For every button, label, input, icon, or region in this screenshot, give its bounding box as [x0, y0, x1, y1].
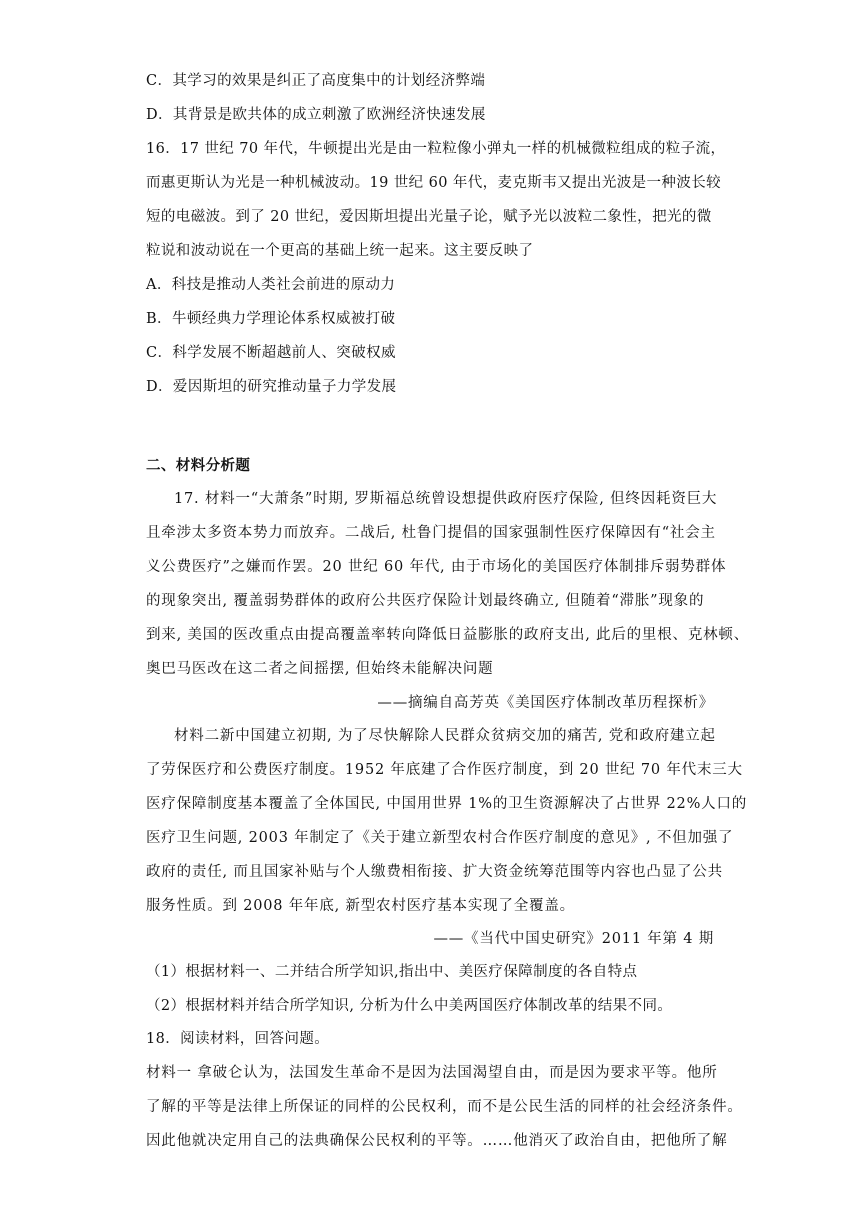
q17-material1-line: 奥巴马医改在这二者之间摇摆, 但始终未能解决问题 [146, 661, 494, 677]
q17-material1-line: 17. 材料一“大萧条”时期, 罗斯福总统曾设想提供政府医疗保险, 但终因耗资巨大 [174, 491, 718, 507]
q16-option-b: B．牛顿经典力学理论体系权威被打破 [146, 311, 396, 327]
q18-material1-line: 材料一 拿破仑认为，法国发生革命不是因为法国渴望自由，而是因为要求平等。他所 [146, 1065, 718, 1081]
q17-material1-line: 到来, 美国的医改重点由提高覆盖率转向降低日益膨胀的政府支出, 此后的里根、克林顿、 [146, 627, 750, 643]
q16-line: 而惠更斯认为光是一种机械波动。19 世纪 60 年代，麦克斯韦又提出光波是一种波长较 [146, 175, 722, 191]
q18-title: 18．阅读材料，回答问题。 [146, 1031, 330, 1047]
q17-material1-line: 的现象突出, 覆盖弱势群体的政府公共医疗保险计划最终确立, 但随着“滞胀”现象的 [146, 593, 705, 609]
section-heading: 二、材料分析题 [146, 457, 251, 474]
q16-line: 粒说和波动说在一个更高的基础上统一起来。这主要反映了 [146, 243, 534, 259]
q17-question-2: （2）根据材料并结合所学知识, 分析为什么中美两国医疗体制改革的结果不同。 [146, 998, 673, 1014]
q18-material1-line: 因此他就决定用自己的法典确保公民权利的平等。……他消灭了政治自由，把他所了解 [146, 1133, 728, 1149]
q17-material2-line: 了劳保医疗和公费医疗制度。1952 年底建了合作医疗制度，到 20 世纪 70 年代末三大 [146, 762, 743, 778]
q16-option-a: A．科技是推动人类社会前进的原动力 [146, 277, 396, 293]
q16-option-d: D．爱因斯坦的研究推动量子力学发展 [146, 379, 397, 395]
q17-material2-line: 材料二新中国建立初期, 为了尽快解除人民群众贫病交加的痛苦, 党和政府建立起 [174, 728, 716, 744]
q16-line: 16．17 世纪 70 年代，牛顿提出光是由一粒粒像小弹丸一样的机械微粒组成的粒子流， [146, 141, 726, 157]
q17-material2-line: 服务性质。到 2008 年年底, 新型农村医疗基本实现了全覆盖。 [146, 898, 575, 914]
q17-material1-line: 义公费医疗”之嫌而作罢。20 世纪 60 年代, 由于市场化的美国医疗体制排斥弱势群体 [146, 559, 727, 575]
q16-option-c: C．科学发展不断超越前人、突破权威 [146, 345, 396, 361]
q17-material2-line: 政府的责任, 而且国家补贴与个人缴费相衔接、扩大资金统筹范围等内容也凸显了公共 [146, 864, 723, 880]
q16-line: 短的电磁波。到了 20 世纪，爱因斯坦提出光量子论，赋予光以波粒二象性，把光的微 [146, 209, 712, 225]
option-c: C．其学习的效果是纠正了高度集中的计划经济弊端 [146, 73, 486, 89]
q17-question-1: （1）根据材料一、二并结合所学知识,指出中、美医疗保障制度的各自特点 [146, 964, 638, 980]
q17-source1: ——摘编自高芳英《美国医疗体制改革历程探析》 [377, 695, 714, 711]
q18-material1-line: 了解的平等是法律上所保证的同样的公民权利，而不是公民生活的同样的社会经济条件。 [146, 1099, 743, 1115]
q17-material2-line: 医疗保障制度基本覆盖了全体国民, 中国用世界 1%的卫生资源解决了占世界 22%人口的 [146, 796, 748, 812]
option-d: D．其背景是欧共体的成立刺激了欧洲经济快速发展 [146, 107, 486, 123]
q17-source2: ——《当代中国史研究》2011 年第 4 期 [433, 931, 714, 947]
q17-material2-line: 医疗卫生问题, 2003 年制定了《关于建立新型农村合作医疗制度的意见》, 不但加强了 [146, 830, 734, 846]
q17-material1-line: 且牵涉太多资本势力而放弃。二战后, 杜鲁门提倡的国家强制性医疗保障因有“社会主 [146, 525, 716, 541]
